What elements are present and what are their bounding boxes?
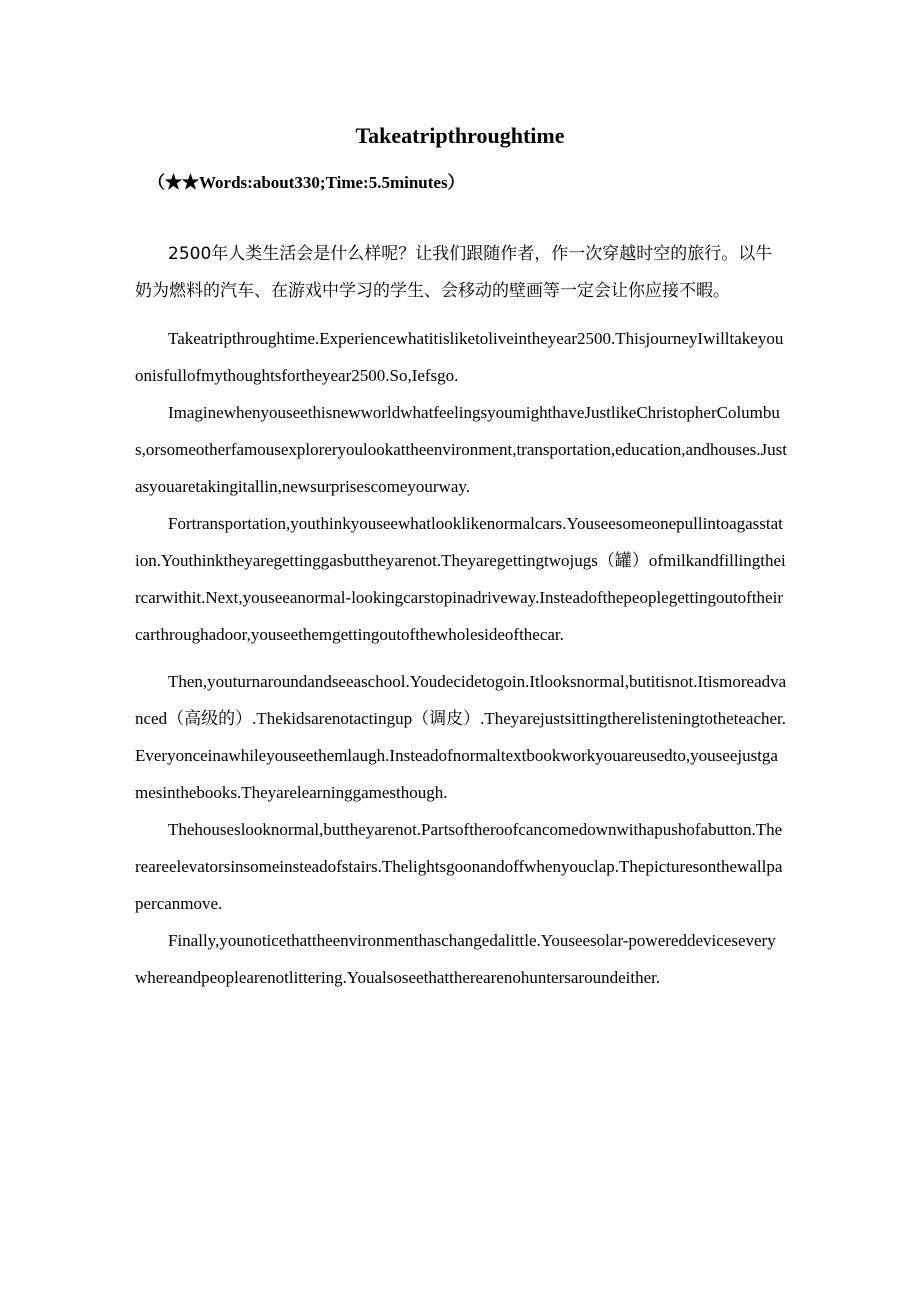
paragraph-2: ImaginewhenyouseethisnewworldwhatfeelingsyoumighthaveJustlikeChristopherColumbus,orsomeotherfamousexploreryoulookattheenvironment,transportation,education,andhouses.Justasyouaretakingitallin,newsurprisescomeyourway. [135, 403, 787, 496]
page-title: Takeatripthroughtime [355, 123, 565, 148]
paragraph-3: Fortransportation,youthinkyouseewhatlooklikenormalcars.Youseesomeonepullintoagasstation.Youthinktheyaregettinggasbuttheyarenot.Theyaregettingtwojugs（罐）ofmilkandfillingtheircarwithit.Next,youseeanormal-lookingcarstopinadriveway.Insteadofthepeoplegettingoutoftheircarthroughadoor,youseethemgettingoutofthewholesideofthecar. [135, 514, 786, 644]
article-body [135, 236, 787, 996]
paragraph-5: Thehouseslooknormal,buttheyarenot.Partsoftheroofcancomedownwithapushofabutton.Thereareelevatorsinsomeinsteadofstairs.Thelightsgoonandoffwhenyouclap.Thepicturesonthewallpapercanmove. [135, 820, 783, 913]
intro-paragraph: 2500年人类生活会是什么样呢？让我们跟随作者，作一次穿越时空的旅行。以牛奶为燃料的汽车、在游戏中学习的学生、会移动的壁画等一定会让你应接不暇。 [135, 244, 773, 301]
paragraph-1: Takeatripthroughtime.Experiencewhatitisliketoliveintheyear2500.ThisjourneyIwilltakeyouonisfullofmythoughtsfortheyear2500.So,Iefsgo. [135, 329, 784, 385]
paragraph-6: Finally,younoticethattheenvironmenthaschangedalittle.Youseesolar-powereddeviceseverywhereandpeoplearenotlittering.Youalsoseethattherearenohuntersaroundeither. [135, 931, 776, 987]
paragraph-4: Then,youturnaroundandseeaschool.Youdecidetogoin.Itlooksnormal,butitisnot.Itismoreadvanced（高级的）.Thekidsarenotactingup（调皮）.Theyarejustsittingtherelisteningtotheteacher.Everyonceinawhileyouseethemlaugh.Insteadofnormaltextbookworkyouareusedto,youseejustgamesinthebooks.Theyarelearninggamesthough. [135, 672, 787, 802]
reading-meta: （★★Words:about330;Time:5.5minutes） [148, 173, 465, 192]
